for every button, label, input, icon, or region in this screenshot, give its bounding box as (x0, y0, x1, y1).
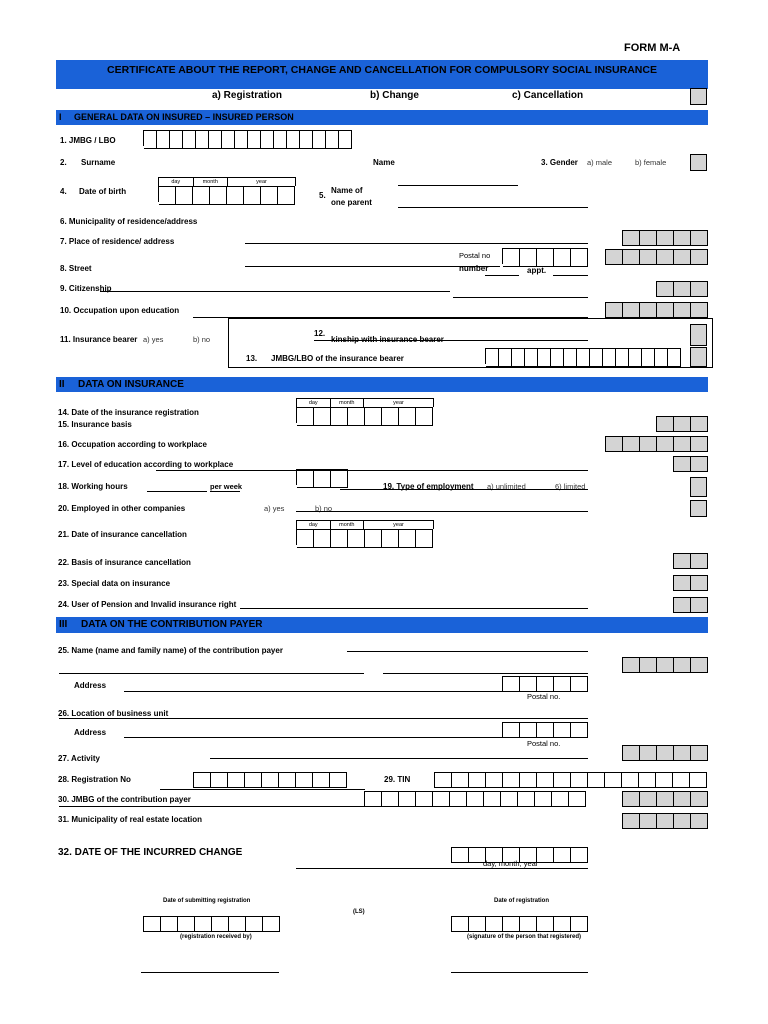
unit-postal-cells[interactable] (502, 722, 588, 738)
parent-label-2: one parent (331, 198, 372, 207)
registration-date-label: 14. Date of the insurance registration (58, 408, 199, 417)
employment-type-label: 19. Type of employment (383, 482, 474, 491)
section-1-number: I (59, 112, 62, 122)
day-label-2: day (297, 399, 331, 407)
appt-label: appt. (527, 266, 547, 275)
workplace-occupation-cells[interactable] (605, 436, 708, 452)
surname-label: Surname (81, 158, 116, 167)
change-date-line (296, 868, 588, 869)
registration-no-label: 28. Registration No (58, 775, 131, 784)
occupation-code-cells[interactable] (605, 302, 708, 318)
payer-address-label: Address (74, 681, 107, 690)
cancellation-basis-cells[interactable] (673, 553, 708, 569)
kinship-box[interactable] (690, 324, 707, 346)
occupation-label: 10. Occupation upon education (60, 306, 180, 315)
special-data-label: 23. Special data on insurance (58, 579, 171, 588)
gender-box[interactable] (690, 154, 707, 171)
postal-cells[interactable] (502, 248, 588, 264)
birth-date-header (158, 177, 296, 186)
business-unit-label: 26. Location of business unit (58, 709, 169, 718)
reg-date-cells[interactable] (451, 916, 588, 932)
surname-number: 2. (60, 158, 67, 167)
citizenship-code-cells[interactable] (656, 281, 708, 297)
year-label: year (256, 179, 267, 185)
dob-label: Date of birth (79, 187, 127, 196)
unit-address-label: Address (74, 728, 107, 737)
day-label-3: day (297, 521, 331, 529)
registration-date-header (296, 398, 434, 407)
working-hours-label: 18. Working hours (58, 482, 128, 491)
kinship-line[interactable] (314, 340, 588, 341)
name-line[interactable] (398, 185, 518, 186)
gender-female[interactable]: b) female (635, 158, 667, 167)
section-3-title: DATA ON THE CONTRIBUTION PAYER (81, 619, 263, 630)
kinship-number: 12. (314, 329, 326, 338)
payer-jmbg-line[interactable] (59, 806, 364, 807)
month-label: month (194, 178, 229, 186)
kinship-label: kinship with insurance bearer (331, 335, 444, 344)
bearer-jmbg-number: 13. (246, 354, 258, 363)
payer-postal-cells[interactable] (502, 676, 588, 692)
citizenship-line-2[interactable] (453, 297, 588, 298)
employment-type-box[interactable] (690, 477, 707, 497)
bearer-yes[interactable]: a) yes (143, 335, 164, 344)
postal-label: Postal no (459, 251, 491, 260)
education-level-label: 17. Level of education according to workplace (58, 460, 234, 469)
payer-jmbg-label: 30. JMBG of the contribution payer (58, 795, 191, 804)
section-3-number: III (59, 619, 68, 630)
gender-label: 3. Gender (541, 158, 578, 167)
education-level-cells[interactable] (673, 456, 708, 472)
type-code-box[interactable] (690, 88, 707, 105)
activity-code-cells[interactable] (622, 745, 708, 761)
received-by-label: (registration received by) (180, 934, 252, 940)
gender-male[interactable]: a) male (587, 158, 613, 167)
bearer-label: 11. Insurance bearer (60, 335, 138, 344)
cancellation-date-label: 21. Date of insurance cancellation (58, 530, 187, 539)
residence-label: 7. Place of residence/ address (60, 237, 175, 246)
pension-user-line[interactable] (240, 608, 588, 609)
month-label-3: month (331, 521, 365, 529)
education-level-line[interactable] (156, 470, 588, 471)
activity-label: 27. Activity (58, 754, 100, 763)
insurance-basis-label: 15. Insurance basis (58, 420, 132, 429)
year-label-3: year (393, 522, 404, 528)
activity-line[interactable] (210, 758, 588, 759)
bearer-jmbg-box[interactable] (690, 347, 707, 367)
cancellation-basis-label: 22. Basis of insurance cancellation (58, 558, 191, 567)
change-date-format: day, month, year (483, 859, 539, 868)
real-estate-code-cells[interactable] (622, 813, 708, 829)
other-companies-box[interactable] (690, 500, 707, 517)
section-1-title: GENERAL DATA ON INSURED – INSURED PERSON (74, 112, 294, 122)
section-1-band (56, 110, 708, 125)
citizenship-label: 9. Citizenship (60, 284, 112, 293)
payer-jmbg-code-cells[interactable] (622, 791, 708, 807)
bearer-no[interactable]: b) no (193, 335, 211, 344)
employment-type-line (340, 489, 588, 490)
option-cancellation[interactable]: c) Cancellation (512, 90, 584, 101)
special-data-cells[interactable] (673, 575, 708, 591)
appt-line[interactable] (553, 275, 588, 276)
insurance-basis-cells[interactable] (656, 416, 708, 432)
cancellation-date-header (296, 520, 434, 529)
registration-date-footer-label: Date of registration (494, 898, 550, 904)
signature-label: (signature of the person that registered) (467, 934, 582, 940)
submit-date-label: Date of submitting registration (163, 898, 251, 904)
payer-name-label: 25. Name (name and family name) of the contribution payer (58, 646, 283, 655)
other-companies-label: 20. Employed in other companies (58, 504, 186, 513)
bearer-jmbg-cells[interactable] (485, 348, 681, 364)
unit-address-line[interactable] (124, 737, 502, 738)
name-label: Name (373, 158, 395, 167)
section-2-band (56, 377, 708, 392)
received-by-signature-line[interactable] (141, 972, 279, 973)
payer-jmbg-cells[interactable] (364, 791, 586, 807)
registration-date-cells[interactable] (296, 407, 433, 423)
jmbg-cells[interactable] (143, 130, 352, 146)
municipality-label: 6. Municipality of residence/address (60, 217, 198, 226)
per-week-line (210, 491, 240, 492)
payer-name-line[interactable] (347, 651, 588, 652)
parent-line[interactable] (398, 207, 588, 208)
other-companies-line (296, 511, 588, 512)
unit-postal-label: Postal no. (527, 739, 561, 748)
form-title: CERTIFICATE ABOUT THE REPORT, CHANGE AND CANCELLATION FOR COMPULSORY SOCIAL INSURANCE (107, 64, 657, 76)
registration-no-cells[interactable] (193, 772, 347, 788)
parent-label-1: Name of (331, 186, 363, 195)
payer-name-line-2[interactable] (59, 673, 364, 674)
payer-postal-label: Postal no. (527, 692, 561, 701)
pension-user-label: 24. User of Pension and Invalid insurance right (58, 600, 237, 609)
registrant-signature-line[interactable] (451, 972, 588, 973)
cancellation-date-cells[interactable] (296, 529, 433, 545)
registration-no-line[interactable] (160, 789, 365, 790)
residence-code-cells[interactable] (622, 230, 708, 246)
residence-line[interactable] (245, 243, 588, 244)
street-code-cells[interactable] (605, 249, 708, 265)
month-label-2: month (331, 399, 365, 407)
submit-date-cells[interactable] (143, 916, 280, 932)
payer-name-line-3[interactable] (383, 673, 588, 674)
other-companies-yes[interactable]: a) yes (264, 504, 285, 513)
pension-user-cells[interactable] (673, 597, 708, 613)
section-2-number: II (59, 379, 65, 390)
section-2-title: DATA ON INSURANCE (78, 379, 184, 390)
real-estate-label: 31. Municipality of real estate location (58, 815, 203, 824)
jmbg-label: 1. JMBG / LBO (60, 136, 116, 145)
workplace-occupation-label: 16. Occupation according to workplace (58, 440, 207, 449)
working-hours-line[interactable] (147, 491, 207, 492)
payer-code-cells[interactable] (622, 657, 708, 673)
number-line[interactable] (485, 275, 519, 276)
year-label-2: year (393, 400, 404, 406)
stamp-label: (LS) (353, 909, 365, 915)
citizenship-line[interactable] (100, 291, 450, 292)
option-change[interactable]: b) Change (370, 90, 419, 101)
title-band (56, 60, 708, 89)
tin-label: 29. TIN (384, 775, 411, 784)
parent-number: 5. (319, 191, 326, 200)
bearer-jmbg-label: JMBG/LBO of the insurance bearer (271, 354, 404, 363)
employment-unlimited[interactable]: a) unlimited (487, 482, 526, 491)
employment-limited[interactable]: 6) limited (555, 482, 586, 491)
dob-cells[interactable] (158, 186, 295, 202)
business-unit-line[interactable] (59, 718, 588, 719)
option-registration[interactable]: a) Registration (212, 90, 283, 101)
working-hours-cells[interactable] (296, 469, 348, 485)
tin-cells[interactable] (434, 772, 707, 788)
other-companies-no[interactable]: b) no (315, 504, 333, 513)
change-date-label: 32. DATE OF THE INCURRED CHANGE (58, 847, 243, 858)
per-week-label: per week (210, 482, 243, 491)
section-3-band (56, 617, 708, 633)
payer-address-line[interactable] (124, 691, 502, 692)
day-label: day (159, 178, 194, 186)
dob-number: 4. (60, 187, 67, 196)
number-label: number (459, 264, 489, 273)
street-label: 8. Street (60, 264, 92, 273)
form-code: FORM M-A (624, 42, 681, 54)
